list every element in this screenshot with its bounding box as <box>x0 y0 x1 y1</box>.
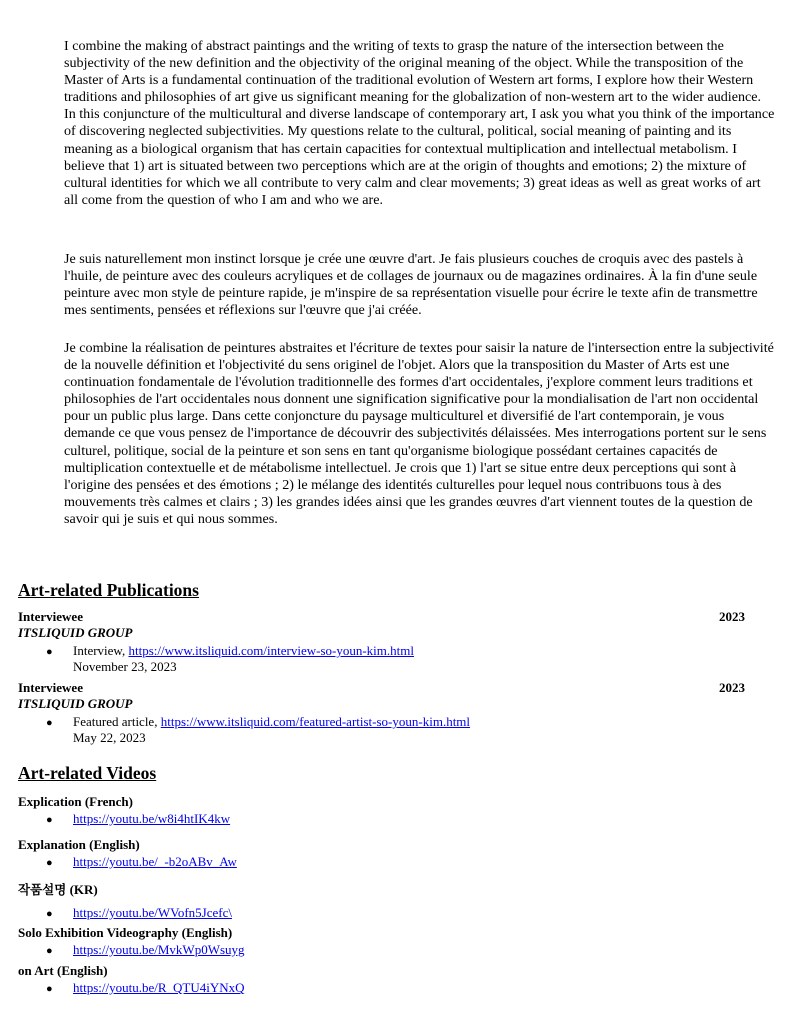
video-item <box>46 905 232 922</box>
publication-role: Interviewee <box>18 680 83 695</box>
video-link[interactable]: https://youtu.be/w8i4htIK4kw <box>73 811 231 826</box>
publication-link[interactable]: https://www.itsliquid.com/featured-artist-so-youn-kim.html <box>160 714 471 729</box>
statement-french: Je combine la réalisation de peintures abstraites et l'écriture de textes pour saisir la nature de l'intersection entre la subjectivité de la nouvelle définition et l'objectivité du sens originel de l'objet. Alors que la transposition du Master of Arts est une continuation fondamentale de l'évolution traditionnelle des formes d'art occidentales, j'explore comment leurs traditions et philosophies de l'art occidentales nous donnent une signification significative pour la mondialisation de l'art non occidental pour un public plus large. Dans cette conjoncture du paysage multiculturel et diversifié de l'art contemporain, je vous demande ce que vous pensez de l'importance de découvrir des subjectivités délaissées. Mes interrogations portent sur le sens culturel, politique, social de la peinture et son sens en tant qu'organisme biologique possédant certaines capacités de multiplication contextuelle et de métabolisme intellectuel. Je crois que 1) l'art se situe entre deux perceptions qui sont à l'origine des pensées et des émotions ; 2) le mélange des identités culturelles pour lequel nous contribuons tous à des mouvements très calmes et clairs ; 3) les grandes idées ainsi que les grandes œuvres d'art viennent toutes de la question de savoir qui je suis et qui nous sommes. <box>64 340 774 527</box>
publication-entry-header <box>18 609 745 625</box>
bullet-icon: ● <box>46 646 53 658</box>
publication-item <box>46 643 414 660</box>
video-title <box>18 882 98 898</box>
bullet-icon: ● <box>46 945 53 957</box>
video-link[interactable]: https://youtu.be/R_QTU4iYNxQ <box>73 980 245 995</box>
publication-year: 2023 <box>719 680 745 695</box>
publications-heading: Art-related Publications <box>18 580 199 600</box>
video-title: Solo Exhibition Videography (English) <box>18 925 233 940</box>
bullet-icon: ● <box>46 857 53 869</box>
publication-org: ITSLIQUID GROUP <box>18 625 133 640</box>
publication-item-label: Interview, <box>73 643 129 658</box>
publication-link[interactable]: https://www.itsliquid.com/interview-so-youn-kim.html <box>128 643 414 658</box>
bullet-icon: ● <box>46 814 53 826</box>
statement-english: I combine the making of abstract paintings and the writing of texts to grasp the nature of the intersection between the subjectivity of the new definition and the objectivity of the original meaning of the object. While the transposition of the Master of Arts is a fundamental continuation of the traditional evolution of Western art forms, I explore how their Western traditions and philosophies of art give us significant meaning for the globalization of non-western art to the wider audience. In this conjuncture of the multicultural and diverse landscape of contemporary art, I ask you what you think of the importance of discovering neglected subjectivities. My questions relate to the cultural, political, social meaning of painting and its meaning as a biological organism that has certain capacities for contextual multiplication and intellectual metabolism. I believe that 1) art is situated between two perceptions which are at the origin of thoughts and emotions; 2) the mixture of cultural identities for which we all contribute to very calm and clear movements; 3) great ideas as well as great works of art all come from the question of who I am and who we are. <box>64 38 775 208</box>
video-title: on Art (English) <box>18 963 108 978</box>
publication-role: Interviewee <box>18 609 83 624</box>
publication-entry-header <box>18 680 745 696</box>
publication-item <box>46 714 470 731</box>
video-link[interactable]: https://youtu.be/MvkWp0Wsuyg <box>73 942 245 957</box>
video-title: Explication (French) <box>18 794 133 809</box>
video-title-suffix: (KR) <box>66 882 98 897</box>
videos-heading: Art-related Videos <box>18 763 157 783</box>
video-item <box>46 854 237 871</box>
video-link[interactable]: https://youtu.be/WVofn5Jcefc\ <box>73 905 232 920</box>
bullet-icon: ● <box>46 908 53 920</box>
video-title: Explanation (English) <box>18 837 140 852</box>
publication-org: ITSLIQUID GROUP <box>18 696 133 711</box>
publication-item-label: Featured article, <box>73 714 161 729</box>
publication-date: November 23, 2023 <box>73 659 177 674</box>
bullet-icon: ● <box>46 717 53 729</box>
video-item <box>46 980 245 997</box>
video-title-korean: 작품설명 <box>18 882 67 897</box>
video-item <box>46 811 230 828</box>
publication-date: May 22, 2023 <box>73 730 146 745</box>
statement-french-process: Je suis naturellement mon instinct lorsque je crée une œuvre d'art. Je fais plusieurs couches de croquis avec des pastels à l'huile, de peinture avec des couleurs acryliques et de collages de journaux ou de magazines ordinaires. À la fin d'une seule peinture avec mon style de peinture rapide, je m'inspire de sa représentation visuelle pour écrire le texte afin de transmettre mes sentiments, pensées et réflexions sur l'œuvre que j'ai créée. <box>64 251 758 319</box>
video-link[interactable]: https://youtu.be/_-b2oABv_Aw <box>73 854 237 869</box>
video-item <box>46 942 245 959</box>
bullet-icon: ● <box>46 983 53 995</box>
publication-year: 2023 <box>719 609 745 624</box>
